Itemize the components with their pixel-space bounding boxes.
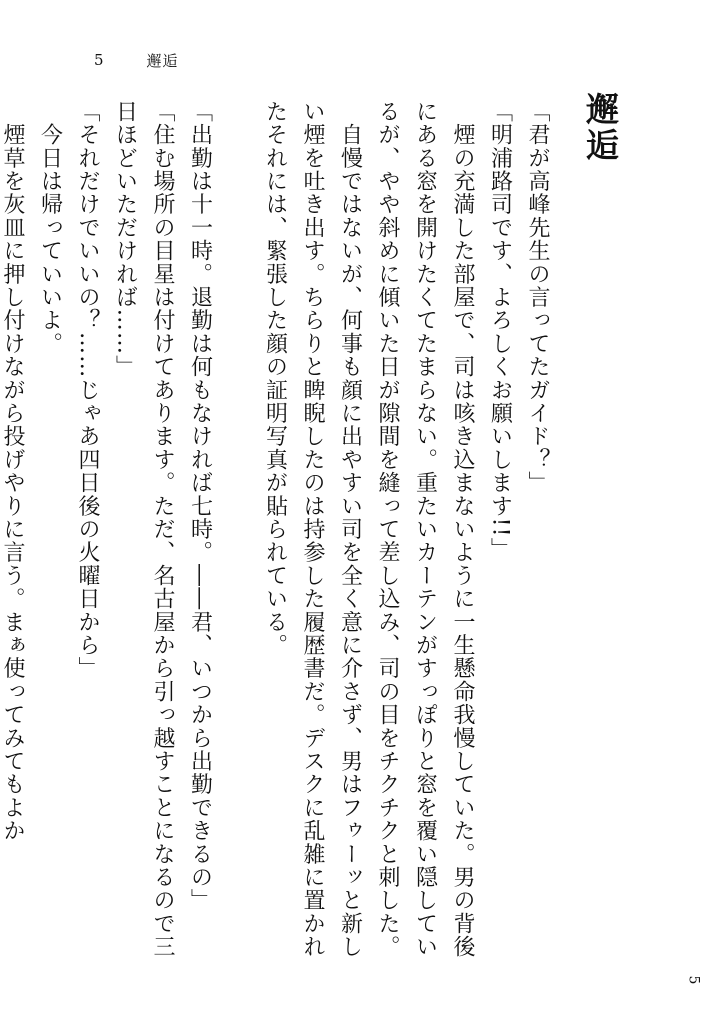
- running-head-title: 邂逅: [146, 51, 179, 70]
- paragraph: 「出勤は十一時。退勤は何もなければ七時。――君、いつから出勤できるの」: [187, 100, 213, 912]
- paragraph: 「明浦路司です、よろしくお願いします!!」: [487, 100, 513, 561]
- page-number: 5: [685, 975, 702, 985]
- running-head: [94, 46, 179, 74]
- running-head-page-number: 5: [94, 51, 105, 69]
- chapter-title: 邂逅: [581, 92, 620, 164]
- paragraph: 「住む場所の目星は付けてあります。ただ、名古屋から引っ越すことになるので三日ほどいただければ……」: [112, 100, 175, 959]
- paragraph: 煙草を灰皿に押し付けながら投げやりに言う。まぁ使ってみてもよか: [0, 100, 25, 843]
- paragraph: 「それだけでいいの？……じゃあ四日後の火曜日から」: [75, 100, 100, 680]
- paragraph-gap: [219, 100, 257, 960]
- paragraph: 今日は帰っていいよ。: [37, 100, 63, 356]
- body-text: [0, 100, 556, 960]
- paragraph: 自慢ではないが、何事も顔に出やすい司を全く意に介さず、男はフゥーッと新しい煙を吐き出す。ちらりと睥睨したのは持参した履歴書だ。デスクに乱雑に置かれたそれには、緊張した顔の証明写真が貼られている。: [262, 100, 363, 959]
- paragraph: 「君が高峰先生の言ってたガイド？」: [525, 100, 550, 495]
- paragraph: 煙の充満した部屋で、司は咳き込まないように一生懸命我慢していた。男の背後にある窓を開けたくてたまらない。重たいカーテンがすっぽりと窓を覆い隠しているが、やや斜めに傾いた日が隙間を縫って差し込み、司の目をチクチクと刺した。: [375, 100, 475, 959]
